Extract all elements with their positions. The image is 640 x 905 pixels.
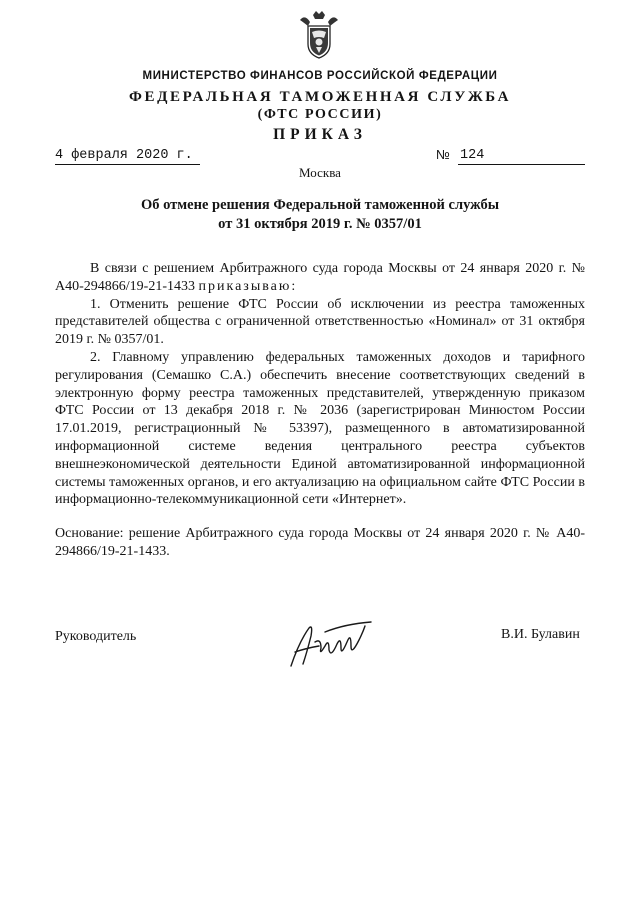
document-body	[55, 260, 585, 561]
item-2: 2. Главному управлению федеральных таможенных доходов и тарифного регулирования (Семашко С.А.) обеспечить внесение соответствующих сведений в электронную форму реестра таможенных представителей, утвержденную приказом ФТС России от 13 декабря 2018 г. № 2036 (зарегистрирован Минюстом России 17.01.2019, регистрационный № 53397), размещенного в автоматизированной информационной системе ведения центрального реестра субъектов внешнеэкономической деятельности Единой автоматизированной информационной системы таможенных органов, и его актуализацию на официальном сайте ФТС России в информационно-телекоммуникационной сети «Интернет».	[55, 349, 585, 508]
coat-of-arms-icon	[296, 10, 342, 60]
service-name: ФЕДЕРАЛЬНАЯ ТАМОЖЕННАЯ СЛУЖБА	[128, 89, 512, 105]
service-short-name: (ФТС РОССИИ)	[257, 107, 383, 122]
intro-text: В связи с решением Арбитражного суда города Москвы от 24 января 2020 г. № А40-294866/19-21-1433	[55, 261, 585, 294]
signature-icon	[285, 612, 375, 674]
city: Москва	[299, 165, 341, 180]
order-date: 4 февраля 2020 г.	[55, 148, 200, 165]
ministry-name: МИНИСТЕРСТВО ФИНАНСОВ РОССИЙСКОЙ ФЕДЕРАЦИИ	[142, 70, 498, 82]
signatory-role: Руководитель	[55, 629, 137, 644]
item-1: 1. Отменить решение ФТС России об исключении из реестра таможенных представителей общества с ограниченной ответственностью «Номинал» от 31 октября 2019 г. № 0357/01.	[55, 296, 585, 348]
order-number	[458, 148, 585, 165]
order-word: приказываю:	[198, 278, 298, 294]
document-type: ПРИКАЗ	[273, 126, 367, 143]
basis-paragraph: Основание: решение Арбитражного суда города Москвы от 24 января 2020 г. № А40-294866/19-21-1433.	[55, 526, 585, 559]
title-line-2: от 31 октября 2019 г. № 0357/01	[218, 216, 422, 232]
signatory-name: В.И. Булавин	[501, 627, 580, 642]
intro-paragraph	[55, 260, 585, 296]
order-number-label: №	[436, 147, 450, 162]
document-title	[0, 196, 640, 234]
title-line-1: Об отмене решения Федеральной таможенной службы	[140, 197, 500, 213]
order-number-value: 124	[460, 148, 485, 163]
